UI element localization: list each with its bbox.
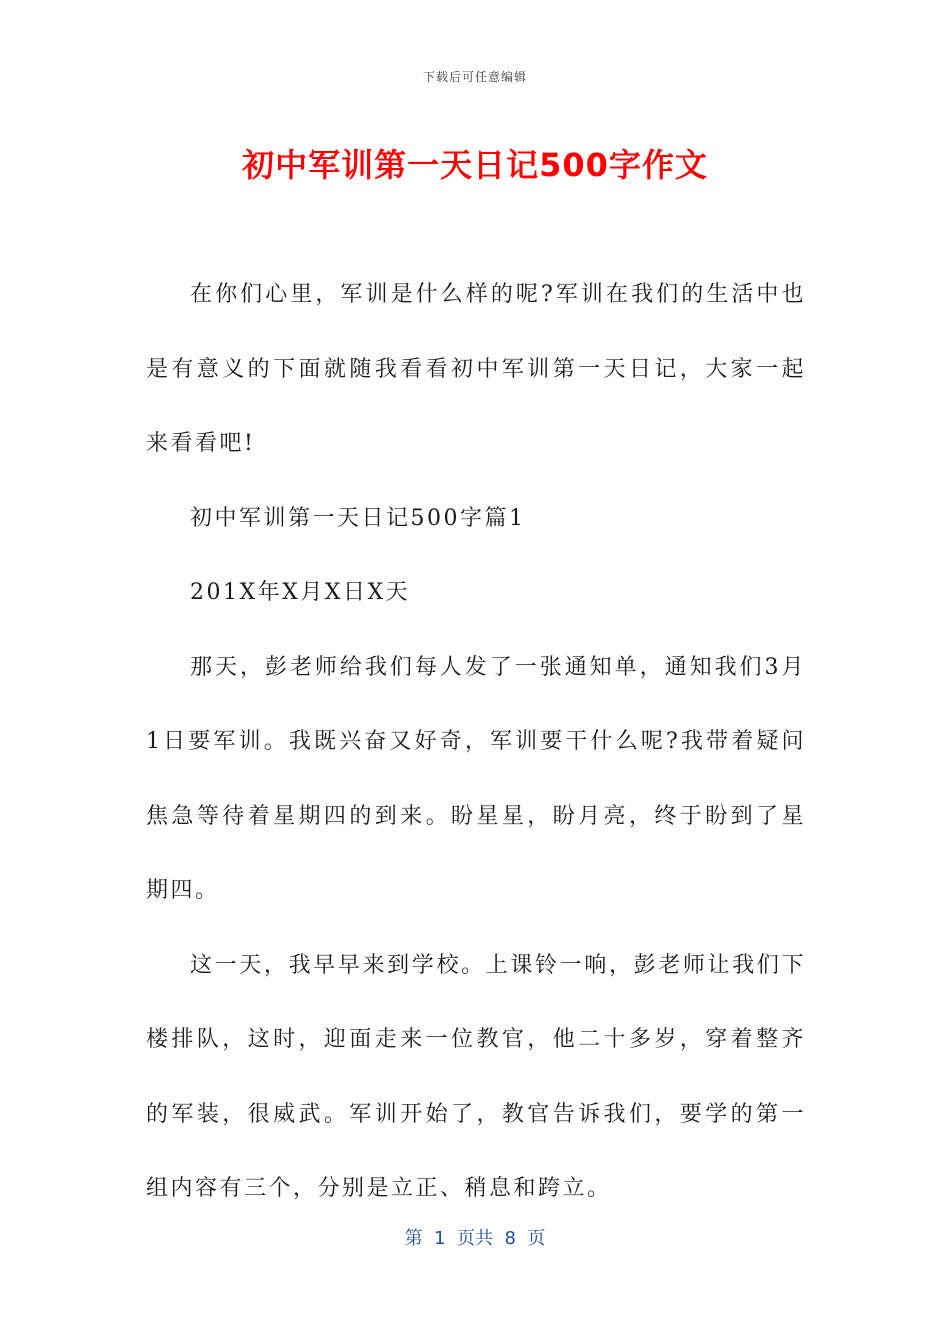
header-note: 下载后可任意编辑 bbox=[422, 70, 527, 84]
body-paragraph: 这一天，我早早来到学校。上课铃一响，彭老师让我们下楼排队，这时，迎面走来一位教官，他二十多岁，穿着整齐的军装，很威武。军训开始了，教官告诉我们，要学的第一组内容有三个，分别是立正、稍息和跨立。 bbox=[146, 952, 806, 1201]
page-number-footer: 第 1 页共 8 页 bbox=[404, 1228, 546, 1249]
document-title: 初中军训第一天日记500字作文 bbox=[242, 146, 708, 184]
intro-paragraph: 在你们心里，军训是什么样的呢?军训在我们的生活中也是有意义的下面就随我看看初中军训第一天日记，大家一起来看看吧! bbox=[146, 282, 806, 456]
document-body bbox=[146, 258, 806, 1227]
diary-date: 201X年X月X日X天 bbox=[190, 580, 411, 605]
section-heading: 初中军训第一天日记500字篇1 bbox=[190, 505, 526, 531]
body-paragraph: 那天，彭老师给我们每人发了一张通知单，通知我们3月1日要军训。我既兴奋又好奇，军训要干什么呢?我带着疑问焦急等待着星期四的到来。盼星星，盼月亮，终于盼到了星期四。 bbox=[146, 654, 806, 903]
